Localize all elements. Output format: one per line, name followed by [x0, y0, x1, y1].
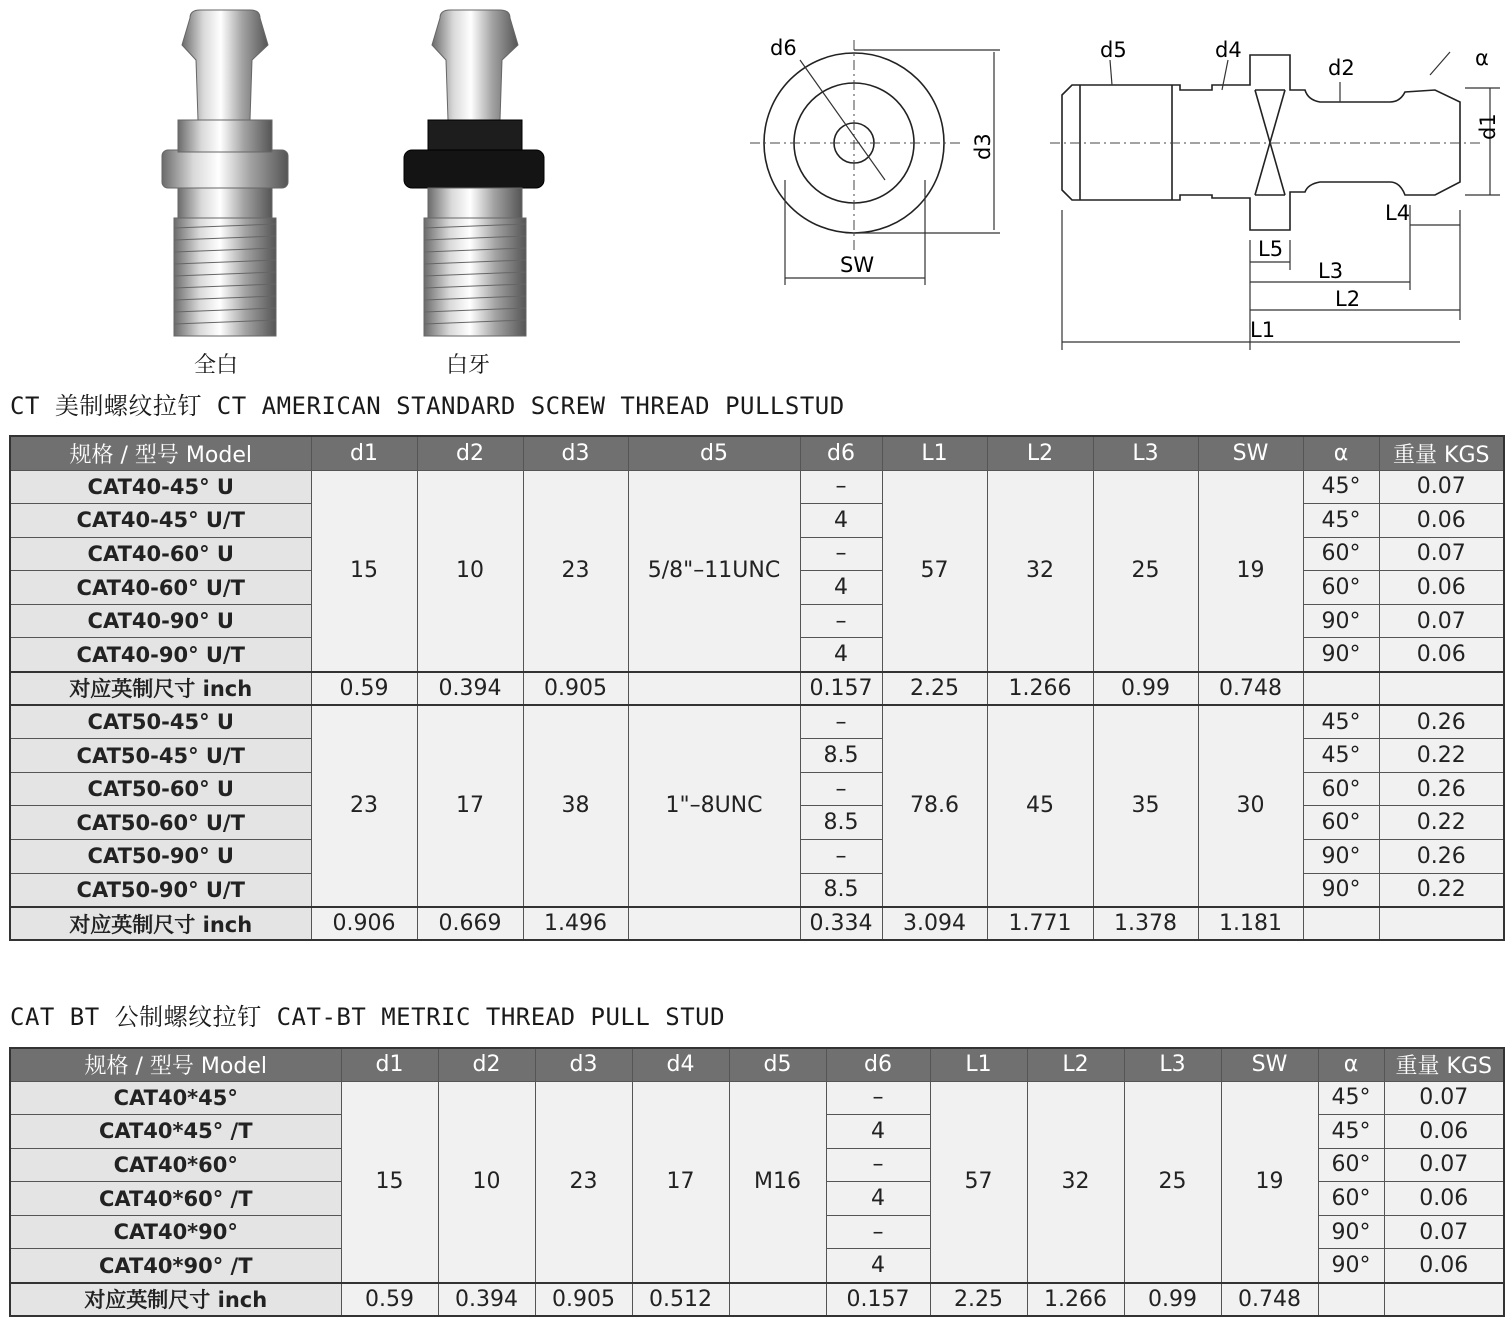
kgs-cell: 0.07: [1379, 537, 1504, 571]
header-L1: L1: [930, 1048, 1027, 1081]
inch-d1: 0.906: [311, 907, 417, 941]
d6-cell: 4: [800, 504, 882, 538]
front-view-diagram: [740, 30, 1030, 300]
side-view-diagram: [1050, 30, 1505, 350]
d6-cell: –: [800, 470, 882, 504]
d6-cell: 8.5: [800, 806, 882, 840]
header-d6: d6: [800, 436, 882, 470]
alpha-cell: 45°: [1318, 1115, 1384, 1149]
d4-label: d4: [1215, 38, 1242, 62]
alpha-cell: 60°: [1303, 537, 1379, 571]
d2-cell: 10: [438, 1081, 535, 1283]
d6-cell: –: [800, 840, 882, 874]
inch-label: 对应英制尺寸 inch: [10, 907, 311, 941]
header-kgs: 重量 KGS: [1384, 1048, 1504, 1081]
kgs-cell: 0.26: [1379, 840, 1504, 874]
inch-d5: [729, 1283, 826, 1317]
kgs-cell: 0.07: [1384, 1148, 1504, 1182]
inch-d2: 0.394: [438, 1283, 535, 1317]
kgs-cell: 0.06: [1384, 1249, 1504, 1283]
kgs-cell: 0.22: [1379, 739, 1504, 773]
table-row: [10, 470, 1504, 504]
alpha-cell: 45°: [1303, 739, 1379, 773]
header-d2: d2: [438, 1048, 535, 1081]
model-cell: CAT40-45° U: [10, 470, 311, 504]
model-cell: CAT40-90° U/T: [10, 638, 311, 672]
header-d2: d2: [417, 436, 523, 470]
inch-alpha: [1318, 1283, 1384, 1317]
header-d4: d4: [632, 1048, 729, 1081]
photo-caption-black: 白牙: [446, 353, 491, 378]
d6-cell: –: [800, 604, 882, 638]
L1-label: L1: [1250, 318, 1276, 342]
kgs-cell: 0.26: [1379, 705, 1504, 739]
inch-kgs: [1384, 1283, 1504, 1317]
table-header-row: [10, 1048, 1504, 1081]
alpha-cell: 45°: [1303, 504, 1379, 538]
alpha-label: α: [1475, 46, 1489, 70]
d6-cell: 4: [800, 638, 882, 672]
ct-american-thread-table: [9, 435, 1505, 941]
model-cell: CAT40*45° /T: [10, 1115, 341, 1149]
header-L3: L3: [1093, 436, 1198, 470]
alpha-cell: 60°: [1303, 772, 1379, 806]
d6-cell: –: [800, 537, 882, 571]
inch-d5: [628, 907, 800, 941]
SW-cell: 19: [1221, 1081, 1318, 1283]
SW-cell: 30: [1198, 705, 1303, 907]
L3-cell: 25: [1093, 470, 1198, 672]
inch-d3: 1.496: [523, 907, 628, 941]
header-d5: d5: [729, 1048, 826, 1081]
inch-alpha: [1303, 907, 1379, 941]
kgs-cell: 0.06: [1379, 504, 1504, 538]
section1-title: CT 美制螺纹拉钉 CT AMERICAN STANDARD SCREW THREAD PULLSTUD: [10, 392, 845, 420]
inch-L2: 1.266: [987, 672, 1093, 706]
header-L2: L2: [1027, 1048, 1124, 1081]
L4-label: L4: [1385, 201, 1411, 225]
inch-row: [10, 907, 1504, 941]
inch-L1: 3.094: [882, 907, 987, 941]
model-cell: CAT50-60° U/T: [10, 806, 311, 840]
kgs-cell: 0.07: [1379, 604, 1504, 638]
table-header-row: [10, 436, 1504, 470]
d1-cell: 15: [311, 470, 417, 672]
inch-L3: 1.378: [1093, 907, 1198, 941]
inch-row: [10, 1283, 1504, 1317]
section2-title: CAT BT 公制螺纹拉钉 CAT-BT METRIC THREAD PULL STUD: [10, 1003, 726, 1031]
model-cell: CAT50-60° U: [10, 772, 311, 806]
header-d3: d3: [535, 1048, 632, 1081]
inch-d6: 0.157: [826, 1283, 930, 1317]
inch-d4: 0.512: [632, 1283, 729, 1317]
inch-d2: 0.394: [417, 672, 523, 706]
d6-cell: –: [826, 1215, 930, 1249]
d4-cell: 17: [632, 1081, 729, 1283]
d3-cell: 23: [523, 470, 628, 672]
inch-d5: [628, 672, 800, 706]
d3-cell: 38: [523, 705, 628, 907]
alpha-cell: 90°: [1318, 1215, 1384, 1249]
d3-cell: 23: [535, 1081, 632, 1283]
d3-label: d3: [971, 133, 995, 160]
alpha-cell: 90°: [1303, 840, 1379, 874]
alpha-cell: 45°: [1303, 705, 1379, 739]
model-cell: CAT50-90° U/T: [10, 873, 311, 907]
L3-cell: 35: [1093, 705, 1198, 907]
header-model: 规格 / 型号 Model: [10, 1048, 341, 1081]
d1-cell: 15: [341, 1081, 438, 1283]
cat-bt-metric-thread-table: [9, 1047, 1505, 1317]
inch-row: [10, 672, 1504, 706]
inch-L3: 0.99: [1093, 672, 1198, 706]
kgs-cell: 0.26: [1379, 772, 1504, 806]
d6-cell: –: [826, 1081, 930, 1115]
inch-SW: 0.748: [1198, 672, 1303, 706]
inch-d1: 0.59: [311, 672, 417, 706]
d2-label: d2: [1328, 56, 1355, 80]
model-cell: CAT40-60° U: [10, 537, 311, 571]
inch-L2: 1.266: [1027, 1283, 1124, 1317]
header-d6: d6: [826, 1048, 930, 1081]
inch-d3: 0.905: [535, 1283, 632, 1317]
d2-cell: 10: [417, 470, 523, 672]
alpha-cell: 45°: [1303, 470, 1379, 504]
d1-cell: 23: [311, 705, 417, 907]
header-d1: d1: [311, 436, 417, 470]
L1-cell: 78.6: [882, 705, 987, 907]
inch-SW: 0.748: [1221, 1283, 1318, 1317]
inch-label: 对应英制尺寸 inch: [10, 672, 311, 706]
L3-cell: 25: [1124, 1081, 1221, 1283]
L2-label: L2: [1335, 287, 1361, 311]
d6-cell: –: [826, 1148, 930, 1182]
header-SW: SW: [1198, 436, 1303, 470]
model-cell: CAT50-90° U: [10, 840, 311, 874]
alpha-cell: 60°: [1303, 571, 1379, 605]
d6-cell: 4: [800, 571, 882, 605]
inch-d1: 0.59: [341, 1283, 438, 1317]
d6-cell: 4: [826, 1249, 930, 1283]
inch-d2: 0.669: [417, 907, 523, 941]
d6-cell: 4: [826, 1115, 930, 1149]
d6-cell: –: [800, 772, 882, 806]
alpha-cell: 45°: [1318, 1081, 1384, 1115]
SW-cell: 19: [1198, 470, 1303, 672]
header-kgs: 重量 KGS: [1379, 436, 1504, 470]
inch-L2: 1.771: [987, 907, 1093, 941]
d6-cell: –: [800, 705, 882, 739]
header-alpha: α: [1318, 1048, 1384, 1081]
inch-label: 对应英制尺寸 inch: [10, 1283, 341, 1317]
d5-cell: 5/8"–11UNC: [628, 470, 800, 672]
header-d5: d5: [628, 436, 800, 470]
d1-label: d1: [1476, 113, 1500, 140]
d5-cell: 1"–8UNC: [628, 705, 800, 907]
L5-label: L5: [1258, 237, 1284, 261]
alpha-cell: 60°: [1303, 806, 1379, 840]
kgs-cell: 0.07: [1379, 470, 1504, 504]
model-cell: CAT40*60°: [10, 1148, 341, 1182]
pull-stud-photo-black-collar: [400, 0, 550, 345]
kgs-cell: 0.07: [1384, 1215, 1504, 1249]
header-SW: SW: [1221, 1048, 1318, 1081]
inch-L1: 2.25: [930, 1283, 1027, 1317]
inch-kgs: [1379, 672, 1504, 706]
inch-d6: 0.334: [800, 907, 882, 941]
header-L3: L3: [1124, 1048, 1221, 1081]
model-cell: CAT40*45°: [10, 1081, 341, 1115]
model-cell: CAT40-90° U: [10, 604, 311, 638]
pull-stud-photo-white: [150, 0, 300, 345]
header-L2: L2: [987, 436, 1093, 470]
model-cell: CAT40-45° U/T: [10, 504, 311, 538]
alpha-cell: 60°: [1318, 1182, 1384, 1216]
photo-caption-white: 全白: [194, 353, 239, 378]
inch-L3: 0.99: [1124, 1283, 1221, 1317]
L2-cell: 45: [987, 705, 1093, 907]
d5-label: d5: [1100, 38, 1127, 62]
d6-cell: 8.5: [800, 873, 882, 907]
inch-kgs: [1379, 907, 1504, 941]
inch-alpha: [1303, 672, 1379, 706]
inch-d3: 0.905: [523, 672, 628, 706]
alpha-cell: 90°: [1303, 604, 1379, 638]
model-cell: CAT50-45° U: [10, 705, 311, 739]
kgs-cell: 0.06: [1384, 1182, 1504, 1216]
alpha-cell: 60°: [1318, 1148, 1384, 1182]
alpha-cell: 90°: [1303, 638, 1379, 672]
L1-cell: 57: [930, 1081, 1027, 1283]
kgs-cell: 0.22: [1379, 806, 1504, 840]
L2-cell: 32: [987, 470, 1093, 672]
kgs-cell: 0.07: [1384, 1081, 1504, 1115]
table-row: [10, 1081, 1504, 1115]
model-cell: CAT40*60° /T: [10, 1182, 341, 1216]
header-alpha: α: [1303, 436, 1379, 470]
d5-cell: M16: [729, 1081, 826, 1283]
header-d3: d3: [523, 436, 628, 470]
header-d1: d1: [341, 1048, 438, 1081]
sw-label: SW: [840, 253, 875, 277]
kgs-cell: 0.06: [1384, 1115, 1504, 1149]
d6-cell: 8.5: [800, 739, 882, 773]
d6-cell: 4: [826, 1182, 930, 1216]
L1-cell: 57: [882, 470, 987, 672]
header-model: 规格 / 型号 Model: [10, 436, 311, 470]
kgs-cell: 0.22: [1379, 873, 1504, 907]
table-row: [10, 705, 1504, 739]
L2-cell: 32: [1027, 1081, 1124, 1283]
alpha-cell: 90°: [1303, 873, 1379, 907]
d6-label: d6: [770, 36, 797, 60]
inch-d6: 0.157: [800, 672, 882, 706]
kgs-cell: 0.06: [1379, 571, 1504, 605]
d2-cell: 17: [417, 705, 523, 907]
alpha-cell: 90°: [1318, 1249, 1384, 1283]
header-L1: L1: [882, 436, 987, 470]
model-cell: CAT40*90° /T: [10, 1249, 341, 1283]
kgs-cell: 0.06: [1379, 638, 1504, 672]
inch-SW: 1.181: [1198, 907, 1303, 941]
L3-label: L3: [1318, 259, 1344, 283]
model-cell: CAT40*90°: [10, 1215, 341, 1249]
model-cell: CAT50-45° U/T: [10, 739, 311, 773]
model-cell: CAT40-60° U/T: [10, 571, 311, 605]
inch-L1: 2.25: [882, 672, 987, 706]
